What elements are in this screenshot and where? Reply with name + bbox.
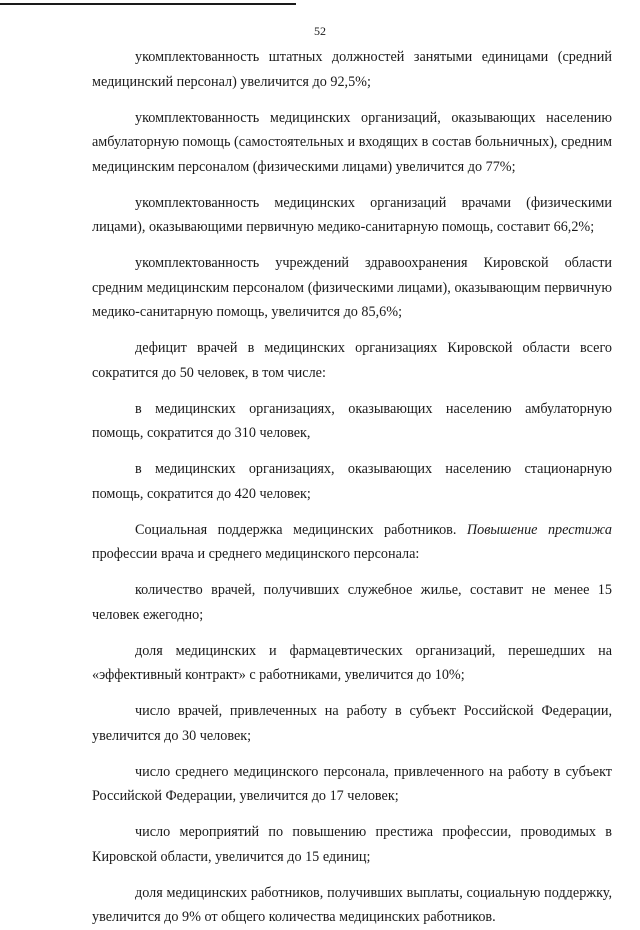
section-heading-rest: профессии врача и среднего медицинского персонала: xyxy=(92,546,420,562)
paragraph-doctors-staffing: укомплектованность медицинских организаций врачами (физическими лицами), оказывающими первичную медико-санитарную помощь, составит 66,2%; xyxy=(92,194,612,235)
paragraph-housing: количество врачей, получивших служебное жилье, составит не менее 15 человек ежегодно; xyxy=(92,582,612,623)
page-number: 52 xyxy=(314,24,326,38)
paragraph-doctor-deficit: дефицит врачей в медицинских организациях Кировской области всего сократится до 50 человек, в том числе: xyxy=(92,340,612,381)
paragraph-prestige-events: число мероприятий по повышению престижа профессии, проводимых в Кировской области, увеличится до 15 единиц; xyxy=(92,824,612,865)
paragraph-staffing-nurses: укомплектованность штатных должностей занятыми единицами (средний медицинский персонал) увеличится до 92,5%; xyxy=(92,49,612,90)
scan-edge-line xyxy=(0,3,296,5)
paragraph-outpatient-staffing: укомплектованность медицинских организаций, оказывающих населению амбулаторную помощь (самостоятельных и входящих в состав больничных), средним медицинским персоналом (физическими лицами) увеличится до 77%; xyxy=(92,109,612,175)
paragraph-nurses-attracted: число среднего медицинского персонала, привлеченного на работу в субъект Российской Федерации, увеличится до 17 человек; xyxy=(92,763,612,804)
paragraph-social-payments: доля медицинских работников, получивших выплаты, социальную поддержку, увеличится до 9% от общего количества медицинских работников. xyxy=(92,884,612,925)
paragraph-effective-contract: доля медицинских и фармацевтических организаций, перешедших на «эффективный контракт» с работниками, увеличится до 10%; xyxy=(92,642,612,683)
section-heading-italic: Повышение престижа xyxy=(466,521,612,538)
document-body xyxy=(92,45,612,930)
section-heading-social-support xyxy=(92,518,612,567)
paragraph-inpatient-deficit: в медицинских организациях, оказывающих населению стационарную помощь, сократится до 420 человек; xyxy=(92,461,612,502)
section-heading-plain: Социальная поддержка медицинских работников. xyxy=(135,521,467,538)
paragraph-outpatient-deficit: в медицинских организациях, оказывающих населению амбулаторную помощь, сократится до 310 человек, xyxy=(92,400,612,441)
paragraph-institutions-staffing: укомплектованность учреждений здравоохранения Кировской области средним медицинским персоналом (физическими лицами), оказывающим первичную медико-санитарную помощь, увеличится до 85,6%; xyxy=(92,255,612,320)
paragraph-doctors-attracted: число врачей, привлеченных на работу в субъект Российской Федерации, увеличится до 30 человек; xyxy=(92,703,612,744)
